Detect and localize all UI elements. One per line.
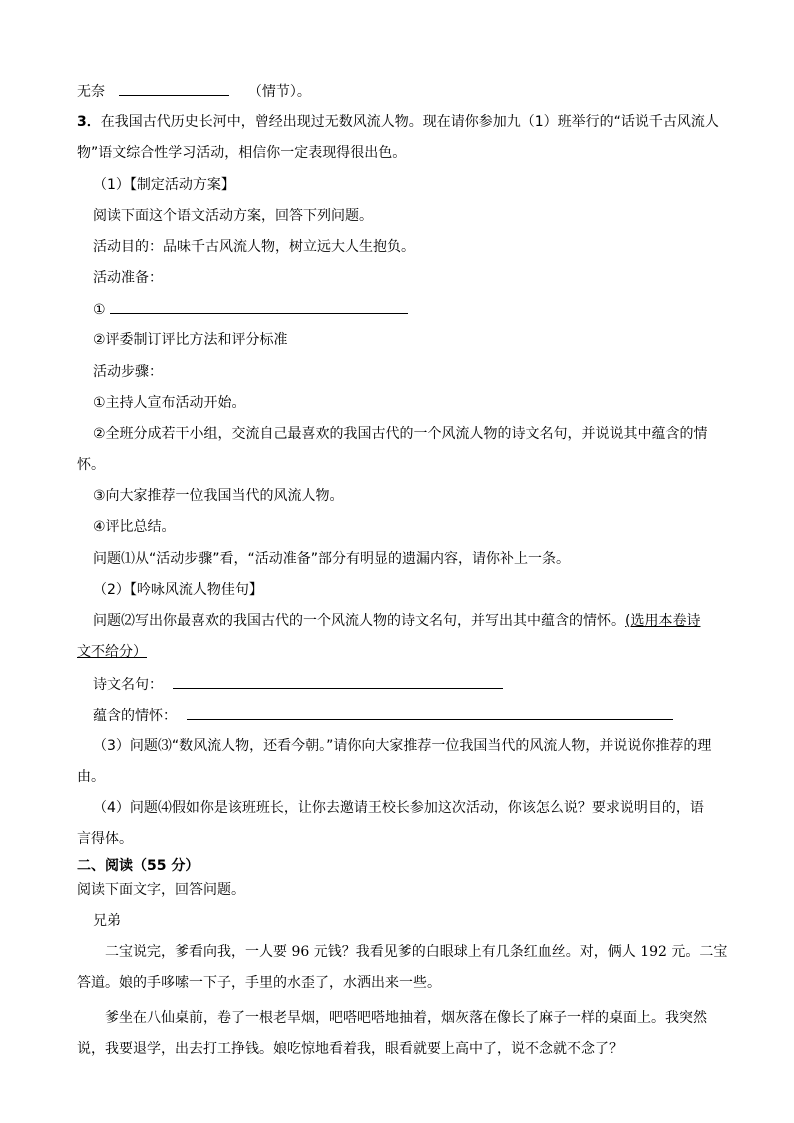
text: 二宝说完，爹看向我，一人要 — [105, 944, 287, 960]
note-underlined: (选用本卷诗 — [625, 613, 701, 629]
activity-prep-label: 活动准备： — [93, 270, 163, 286]
line-plot-answer — [77, 81, 311, 102]
instruction: 阅读下面这个语文活动方案，回答下列问题。 — [93, 208, 373, 224]
note-underlined: 文不给分） — [77, 644, 147, 660]
problem-2-line-2 — [77, 642, 147, 662]
answer-blank[interactable] — [187, 705, 673, 720]
problem-2-line-1 — [93, 611, 700, 631]
subsection-1-title: （1）【制定活动方案】 — [93, 177, 235, 193]
text: （情节）。 — [247, 84, 311, 100]
passage-para-2-line-1: 爹坐在八仙桌前，卷了一根老旱烟，吧嗒吧嗒地抽着，烟灰落在像长了麻子一样的桌面上。我突然 — [105, 1010, 707, 1026]
item-marker: ① — [93, 302, 106, 318]
step-4: ④评比总结。 — [93, 519, 176, 535]
passage-para-1-line-2: 答道。娘的手哆嗦一下子，手里的水歪了，水洒出来一些。 — [77, 975, 441, 991]
poem-line — [93, 674, 503, 695]
problem-1: 问题⑴从“活动步骤”看，“活动准备”部分有明显的遗漏内容，请你补上一条。 — [93, 551, 571, 567]
step-3: ③向大家推荐一位我国当代的风流人物。 — [93, 488, 344, 504]
subquestion-3-line-2: 由。 — [77, 769, 105, 785]
step-2-line-1: ②全班分成若干小组，交流自己最喜欢的我国古代的一个风流人物的诗文名句，并说说其中蕴含的情 — [93, 426, 708, 442]
label: 蕴含的情怀： — [93, 708, 177, 724]
text: 无奈 — [77, 84, 105, 100]
question-3-line-1 — [77, 112, 719, 132]
passage-title: 兄弟 — [93, 913, 121, 929]
passage-para-1-line-1 — [105, 942, 727, 962]
number: 96 — [291, 944, 310, 960]
text: 元。二宝 — [671, 944, 728, 960]
label: 诗文名句： — [93, 677, 163, 693]
question-number: 3． — [77, 114, 101, 130]
text: 元钱？我看见爹的白眼球上有几条红血丝。对，俩人 — [313, 944, 636, 960]
step-2-line-2: 怀。 — [77, 457, 105, 473]
answer-blank[interactable] — [119, 81, 229, 96]
text: 在我国古代历史长河中，曾经出现过无数风流人物。现在请你参加九（1）班举行的“话说千古风流人 — [100, 114, 719, 130]
passage-para-2-line-2: 说，我要退学，出去打工挣钱。娘吃惊地看着我，眼看就要上高中了，说不念就不念了？ — [77, 1041, 623, 1057]
subquestion-4-line-1: （4）问题⑷假如你是该班班长，让你去邀请王校长参加这次活动，你该怎么说？要求说明目的，语 — [93, 800, 704, 816]
prep-item-2: ②评委制订评比方法和评分标准 — [93, 332, 288, 348]
text: 问题⑵写出你最喜欢的我国古代的一个风流人物的诗文名句，并写出其中蕴含的情怀。 — [93, 613, 625, 629]
step-1: ①主持人宣布活动开始。 — [93, 395, 246, 411]
activity-goal: 活动目的：品味千古风流人物，树立远大人生抱负。 — [93, 239, 415, 255]
answer-blank[interactable] — [110, 299, 408, 314]
answer-blank[interactable] — [173, 674, 503, 689]
section-2-heading: 二、阅读（55 分） — [77, 858, 200, 874]
subsection-2-title: （2）【吟咏风流人物佳句】 — [93, 582, 263, 598]
number: 192 — [640, 944, 667, 960]
subquestion-4-line-2: 言得体。 — [77, 831, 133, 847]
feeling-line — [93, 705, 673, 726]
prep-item-1 — [93, 299, 408, 320]
subquestion-3-line-1: （3）问题⑶“数风流人物，还看今朝。”请你向大家推荐一位我国当代的风流人物，并说说你推荐的理 — [93, 738, 712, 754]
activity-steps-label: 活动步骤： — [93, 364, 163, 380]
question-3-line-2: 物”语文综合性学习活动，相信你一定表现得很出色。 — [77, 145, 407, 161]
reading-instruction: 阅读下面文字，回答问题。 — [77, 882, 245, 898]
